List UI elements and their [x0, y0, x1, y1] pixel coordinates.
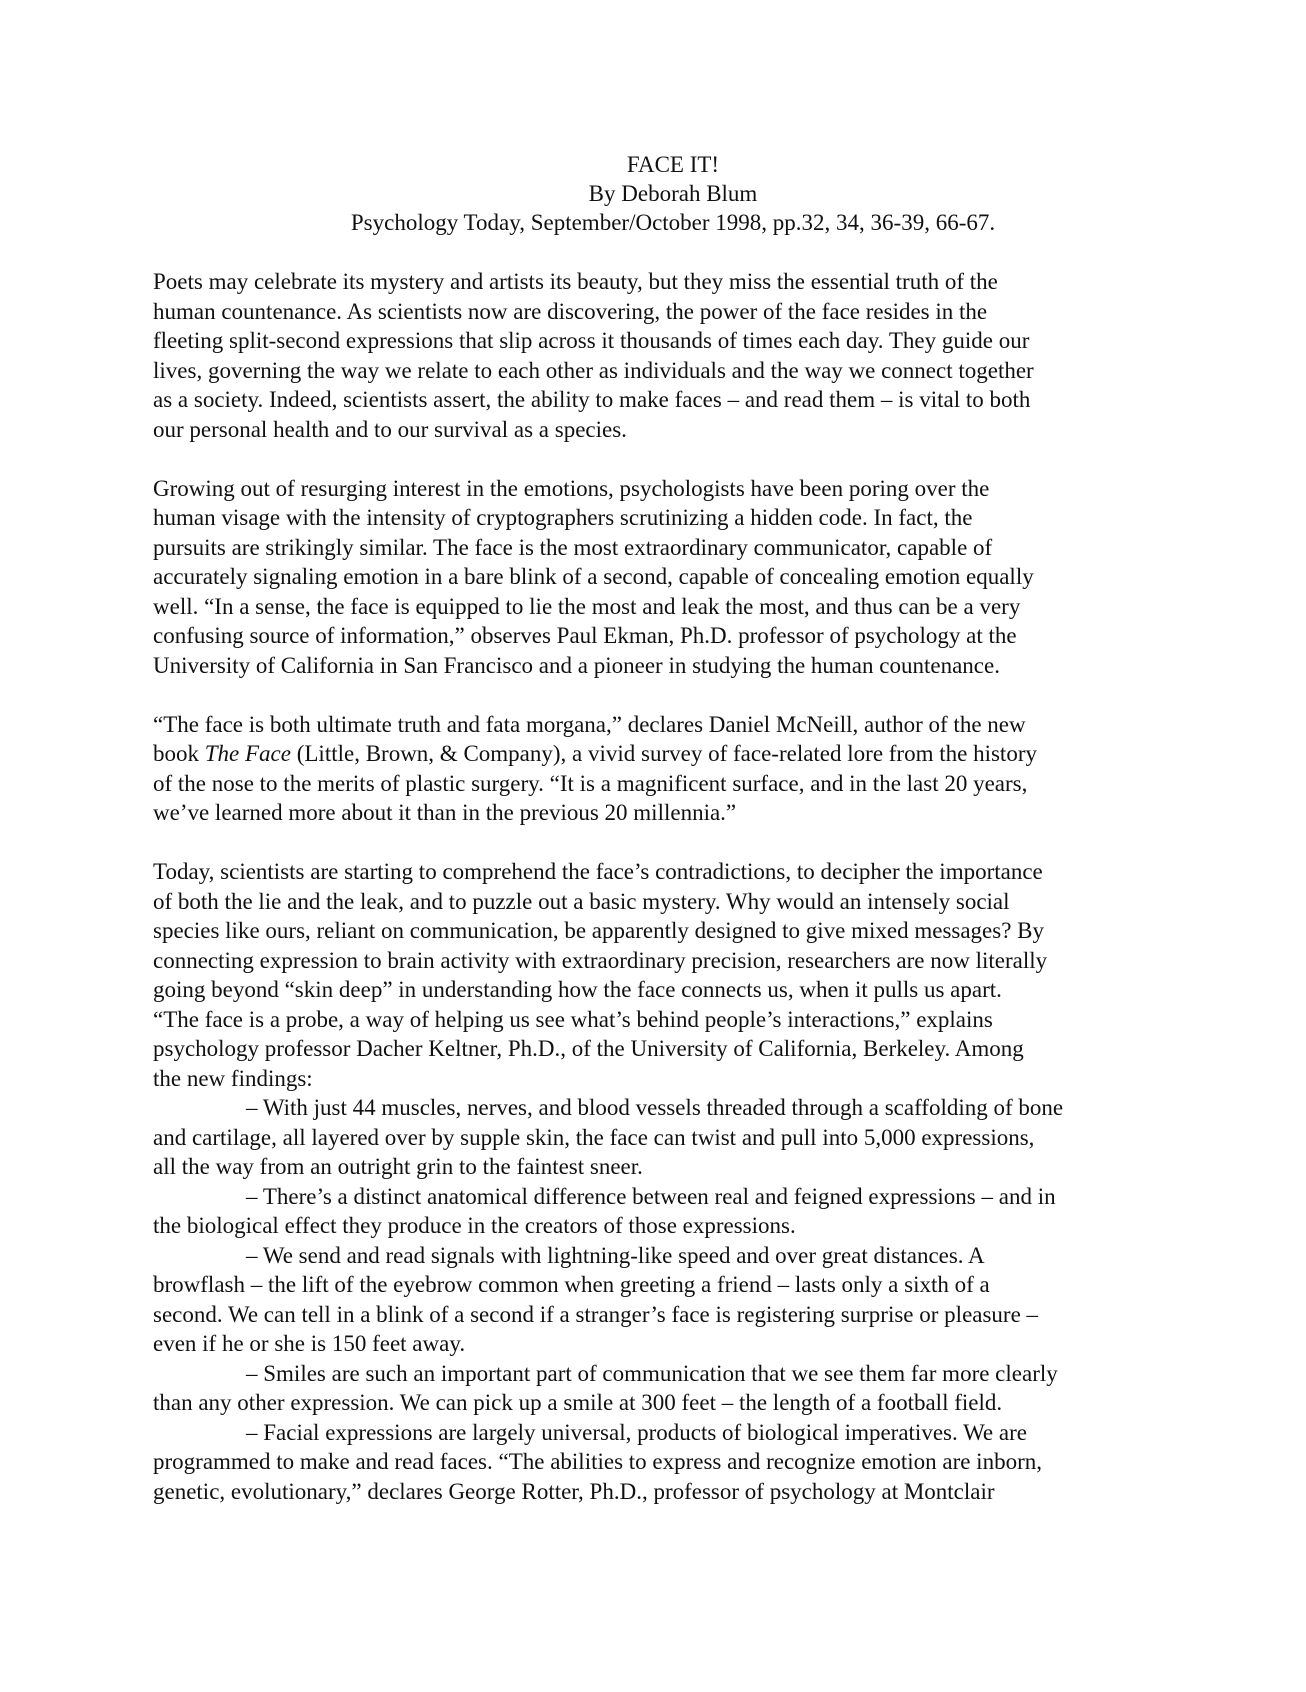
text-fragment: book	[153, 741, 205, 766]
paragraph-2	[153, 474, 1153, 681]
text-line: species like ours, reliant on communication, be apparently designed to give mixed messages? By	[153, 918, 1045, 943]
text-line: lives, governing the way we relate to each other as individuals and the way we connect together	[153, 357, 1034, 383]
text-line	[153, 1182, 1153, 1212]
text-line: than any other expression. We can pick up a smile at 300 feet – the length of a football field.	[153, 1390, 1003, 1415]
text-line: accurately signaling emotion in a bare blink of a second, capable of concealing emotion equally	[153, 564, 1034, 589]
text-fragment: – Facial expressions are largely universal, products of biological imperatives. We are	[246, 1419, 1027, 1445]
text-fragment: – There’s a distinct anatomical difference between real and feigned expressions – and in	[246, 1183, 1056, 1209]
finding-item	[153, 1418, 1153, 1507]
text-line: programmed to make and read faces. “The abilities to express and recognize emotion are inborn,	[153, 1449, 1042, 1474]
text-line: confusing source of information,” observes Paul Ekman, Ph.D. professor of psychology at the	[153, 623, 1017, 648]
text-line: well. “In a sense, the face is equipped to lie the most and leak the most, and thus can be a very	[153, 593, 1021, 619]
paragraph-4	[153, 857, 1153, 1093]
text-line: and cartilage, all layered over by supple skin, the face can twist and pull into 5,000 expressions,	[153, 1124, 1035, 1150]
text-fragment: – Smiles are such an important part of communication that we see them far more clearly	[246, 1360, 1058, 1386]
text-line: we’ve learned more about it than in the previous 20 millennia.”	[153, 800, 737, 825]
text-line	[153, 1241, 1153, 1271]
text-line: psychology professor Dacher Keltner, Ph.D., of the University of California, Berkeley. Among	[153, 1036, 1024, 1061]
text-line	[153, 1093, 1153, 1123]
text-fragment: (Little, Brown, & Company), a vivid survey of face-related lore from the history	[290, 741, 1037, 766]
text-line: second. We can tell in a blink of a second if a stranger’s face is registering surprise or pleasure –	[153, 1301, 1039, 1327]
book-title: The Face	[204, 741, 291, 766]
text-fragment: – With just 44 muscles, nerves, and blood vessels threaded through a scaffolding of bone	[246, 1095, 1064, 1120]
article	[153, 150, 1153, 1506]
text-line: human countenance. As scientists now are discovering, the power of the face resides in the	[153, 298, 988, 324]
text-line	[153, 739, 1153, 769]
finding-item	[153, 1241, 1153, 1359]
article-header	[193, 150, 1153, 237]
text-line: genetic, evolutionary,” declares George Rotter, Ph.D., professor of psychology at Montclair	[153, 1478, 995, 1504]
text-line: “The face is a probe, a way of helping us see what’s behind people’s interactions,” explains	[153, 1006, 993, 1032]
text-line: going beyond “skin deep” in understanding how the face connects us, when it pulls us apart.	[153, 977, 1002, 1002]
finding-item	[153, 1359, 1153, 1418]
finding-item	[153, 1182, 1153, 1241]
text-line: fleeting split-second expressions that slip across it thousands of times each day. They guide our	[153, 328, 1030, 353]
text-line: Growing out of resurging interest in the emotions, psychologists have been poring over the	[153, 475, 990, 501]
article-citation: Psychology Today, September/October 1998, pp.32, 34, 36-39, 66-67.	[350, 210, 996, 235]
text-fragment: – We send and read signals with lightning-like speed and over great distances. A	[246, 1242, 985, 1268]
text-line	[153, 1418, 1153, 1448]
text-line: Poets may celebrate its mystery and artists its beauty, but they miss the essential truth of the	[153, 269, 998, 294]
text-line: “The face is both ultimate truth and fata morgana,” declares Daniel McNeill, author of the new	[153, 711, 1026, 737]
text-line: pursuits are strikingly similar. The face is the most extraordinary communicator, capable of	[153, 534, 993, 560]
paragraph-3	[153, 710, 1153, 828]
text-line	[153, 1359, 1153, 1389]
text-line: of both the lie and the leak, and to puzzle out a basic mystery. Why would an intensely social	[153, 888, 1010, 914]
article-title: FACE IT!	[626, 152, 720, 177]
text-line: as a society. Indeed, scientists assert, the ability to make faces – and read them – is vital to both	[153, 387, 1031, 412]
text-line: browflash – the lift of the eyebrow common when greeting a friend – lasts only a sixth of a	[153, 1272, 990, 1297]
findings-list	[153, 1093, 1153, 1506]
article-byline: By Deborah Blum	[588, 181, 758, 206]
paragraph-1	[153, 267, 1153, 444]
text-line: all the way from an outright grin to the faintest sneer.	[153, 1154, 643, 1179]
text-line: University of California in San Francisco and a pioneer in studying the human countenance.	[153, 652, 1000, 678]
text-line: the new findings:	[153, 1065, 313, 1091]
finding-item	[153, 1093, 1153, 1182]
text-line: human visage with the intensity of cryptographers scrutinizing a hidden code. In fact, the	[153, 505, 973, 530]
text-line: even if he or she is 150 feet away.	[153, 1331, 466, 1356]
text-line: connecting expression to brain activity with extraordinary precision, researchers are now literally	[153, 947, 1048, 973]
text-line: Today, scientists are starting to comprehend the face’s contradictions, to decipher the importance	[153, 859, 1043, 884]
text-line: our personal health and to our survival as a species.	[153, 416, 627, 442]
text-line: the biological effect they produce in the creators of those expressions.	[153, 1213, 796, 1238]
text-line: of the nose to the merits of plastic surgery. “It is a magnificent surface, and in the last 20 years,	[153, 770, 1028, 796]
